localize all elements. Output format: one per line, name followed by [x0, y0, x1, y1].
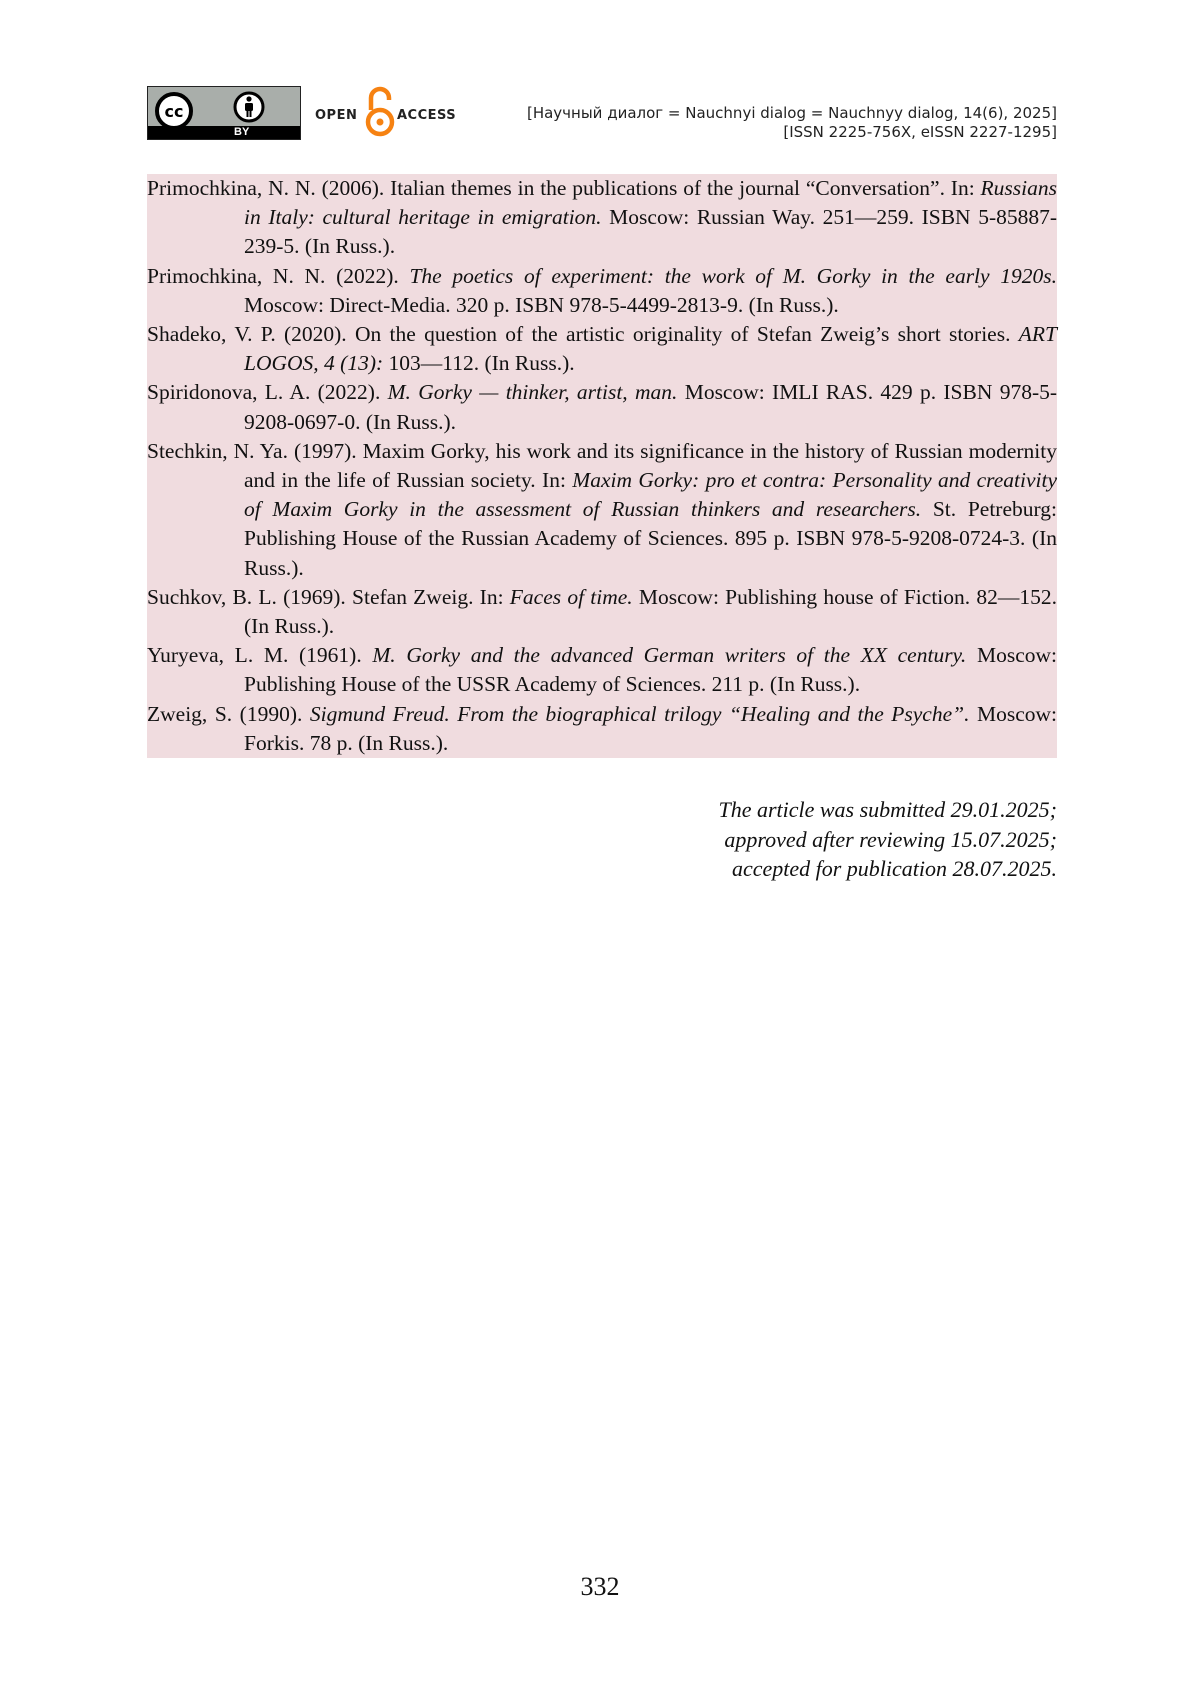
approved-date: approved after reviewing 15.07.2025;	[724, 826, 1057, 852]
reference-entry: Suchkov, B. L. (1969). Stefan Zweig. In: Faces of time. Moscow: Publishing house of Fiction. 82—152. (In Russ.).	[147, 584, 1057, 639]
license-by-label: BY	[234, 126, 250, 138]
reference-entry: Spiridonova, L. A. (2022). M. Gorky — thinker, artist, man. Moscow: IMLI RAS. 429 p. ISBN 978-5-9208-0697-0. (In Russ.).	[147, 380, 1058, 434]
open-access-access-label: ACCESS	[397, 108, 457, 123]
cc-by-license-badge[interactable]	[147, 86, 301, 140]
open-access-open-label: OPEN	[315, 108, 358, 123]
journal-line-2: [ISSN 2225-756X, eISSN 2227-1295]	[783, 123, 1057, 141]
reference-list	[147, 174, 1057, 758]
attribution-person-icon	[232, 90, 266, 124]
svg-text:cc: cc	[164, 102, 184, 121]
reference-entry: Stechkin, N. Ya. (1997). Maxim Gorky, his work and its significance in the history of Russian modernity and in the life of Russian society. In: Maxim Gorky: pro et contra: Personality and creativity of Maxim Gorky in the assessment of Russian thinkers and researchers. St. Petreburg: Publishing House of the Russian Academy of Sciences. 895 p. ISBN 978-5-9208-0724-3. (In Russ.).	[147, 438, 1057, 580]
journal-line-1: [Научный диалог = Nauchnyi dialog = Nauchnyy dialog, 14(6), 2025]	[526, 104, 1057, 122]
reference-entry: Primochkina, N. N. (2006). Italian themes in the publications of the journal “Conversation”. In: Russians in Italy: cultural heritage in emigration. Moscow: Russian Way. 251—259. ISBN 5-85887-239-5. (In Russ.).	[147, 176, 1058, 259]
open-access-lock-icon	[365, 86, 395, 140]
license-strip	[148, 126, 300, 139]
reference-entry: Primochkina, N. N. (2022). The poetics of experiment: the work of M. Gorky in the early 1920s. Moscow: Direct-Media. 320 p. ISBN 978-5-4499-2813-9. (In Russ.).	[147, 263, 1057, 317]
creative-commons-icon	[154, 91, 194, 131]
article-dates	[718, 795, 1057, 884]
reference-entry: Yuryeva, L. M. (1961). M. Gorky and the advanced German writers of the XX century. Moscow: Publishing House of the USSR Academy of Sciences. 211 p. (In Russ.).	[147, 643, 1057, 697]
accepted-date: accepted for publication 28.07.2025.	[731, 856, 1057, 881]
journal-citation	[527, 104, 1057, 142]
page-header	[147, 86, 1057, 142]
submitted-date: The article was submitted 29.01.2025;	[718, 797, 1057, 822]
reference-entry: Zweig, S. (1990). Sigmund Freud. From the biographical trilogy “Healing and the Psyche”. Moscow: Forkis. 78 p. (In Russ.).	[147, 701, 1058, 755]
open-access-logo[interactable]	[315, 86, 465, 140]
page-number: 332	[580, 1572, 620, 1601]
reference-entry: Shadeko, V. P. (2020). On the question of the artistic originality of Stefan Zweig’s short stories. ART LOGOS, 4 (13): 103—112. (In Russ.).	[147, 322, 1057, 376]
